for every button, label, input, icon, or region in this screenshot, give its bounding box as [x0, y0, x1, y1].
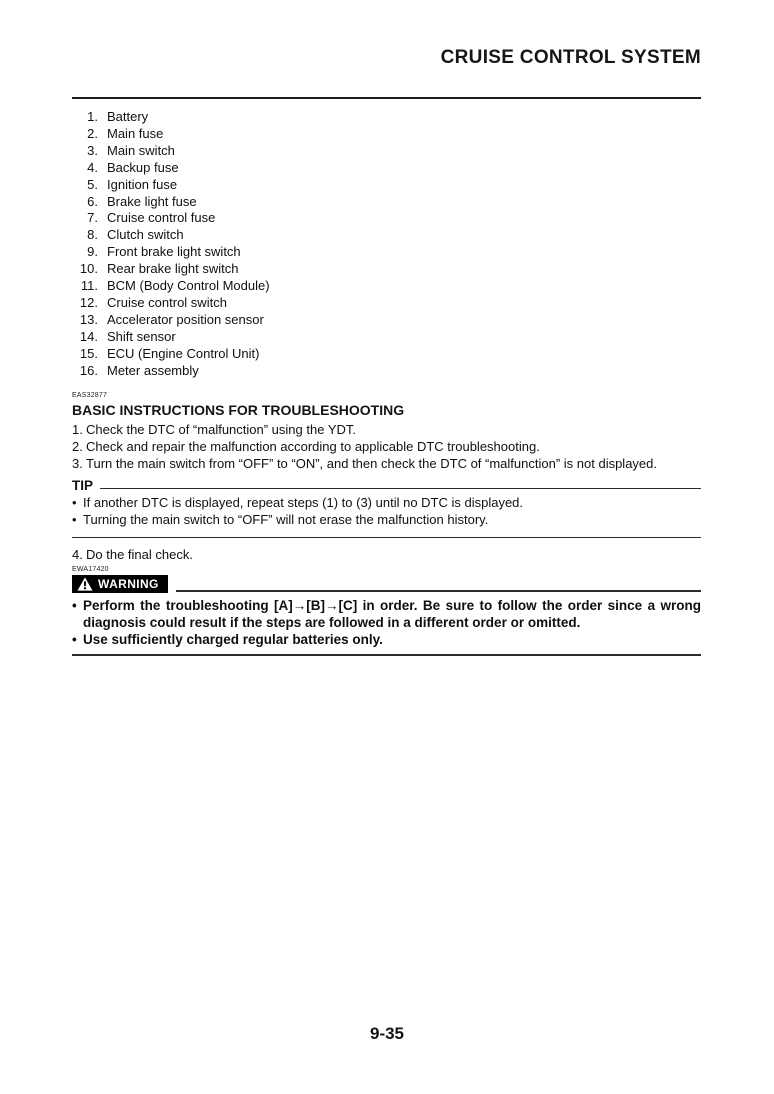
- parts-item-label: Meter assembly: [107, 362, 199, 378]
- parts-list-item: [72, 194, 701, 211]
- warning-label: WARNING: [98, 577, 159, 591]
- parts-item-label: BCM (Body Control Module): [107, 278, 270, 294]
- tip-rule: [100, 488, 701, 489]
- parts-item-number: 10.: [79, 261, 98, 277]
- step-text: Do the final check.: [86, 547, 193, 562]
- warning-bullets: [72, 597, 701, 648]
- tip-bullet-text: If another DTC is displayed, repeat steps (1) to (3) until no DTC is displayed.: [83, 494, 524, 510]
- parts-item-number: 14.: [79, 328, 98, 344]
- parts-list-item: [72, 177, 701, 194]
- step-text: Turn the main switch from “OFF” to “ON”, and then check the DTC of “malfunction” is not displayed.: [86, 455, 657, 471]
- parts-item-label: Backup fuse: [107, 159, 179, 175]
- parts-list-item: [72, 261, 701, 278]
- parts-item-number: 9.: [87, 244, 98, 260]
- step-number: 4.: [72, 547, 83, 562]
- parts-item-label: Main switch: [107, 142, 175, 158]
- parts-item-label: Accelerator position sensor: [107, 311, 264, 327]
- parts-item-number: 7.: [87, 210, 98, 226]
- warning-rule: [176, 590, 701, 592]
- parts-list-item: [72, 160, 701, 177]
- parts-list-item: [72, 295, 701, 312]
- bullet-icon: •: [72, 511, 77, 527]
- parts-list: [72, 109, 701, 380]
- parts-item-number: 4.: [87, 159, 98, 175]
- warning-header: [72, 575, 701, 593]
- tip-bullets: [72, 494, 701, 528]
- parts-item-label: Front brake light switch: [107, 244, 241, 260]
- parts-item-label: Clutch switch: [107, 227, 184, 243]
- parts-item-number: 15.: [79, 345, 98, 361]
- step-item: [72, 546, 701, 563]
- parts-item-label: Shift sensor: [107, 328, 176, 344]
- parts-item-number: 3.: [87, 142, 98, 158]
- parts-item-label: Rear brake light switch: [107, 261, 239, 277]
- parts-list-item: [72, 126, 701, 143]
- parts-item-number: 5.: [87, 176, 98, 192]
- page-content: [72, 46, 701, 656]
- parts-item-number: 12.: [79, 294, 98, 310]
- parts-list-item: [72, 363, 701, 380]
- warning-bullet: [72, 597, 701, 631]
- parts-item-label: ECU (Engine Control Unit): [107, 345, 260, 361]
- step-text: Check and repair the malfunction according to applicable DTC troubleshooting.: [86, 438, 540, 454]
- warning-end-rule: [72, 654, 701, 656]
- parts-item-label: Cruise control fuse: [107, 210, 216, 226]
- parts-list-item: [72, 329, 701, 346]
- step-number: 1.: [72, 421, 83, 437]
- step-number: 2.: [72, 438, 83, 454]
- tip-bullet-text: Turning the main switch to “OFF” will not erase the malfunction history.: [83, 511, 489, 527]
- parts-item-number: 2.: [87, 125, 98, 141]
- tip-bullet: [72, 494, 701, 511]
- warning-triangle-icon: [77, 577, 93, 591]
- troubleshooting-steps: [72, 421, 701, 472]
- parts-list-item: [72, 312, 701, 329]
- parts-list-item: [72, 227, 701, 244]
- parts-list-item: [72, 278, 701, 295]
- parts-item-label: Ignition fuse: [107, 176, 178, 192]
- tip-label: TIP: [72, 477, 94, 493]
- warning-bullet-text: Use sufficiently charged regular batteries only.: [83, 632, 383, 647]
- parts-list-item: [72, 346, 701, 363]
- parts-item-number: 8.: [87, 227, 98, 243]
- step-text: Check the DTC of “malfunction” using the YDT.: [86, 421, 356, 437]
- step-number: 3.: [72, 455, 83, 471]
- parts-list-item: [72, 143, 701, 160]
- bullet-icon: •: [72, 494, 77, 510]
- step-item: [72, 455, 701, 472]
- parts-item-label: Main fuse: [107, 125, 164, 141]
- bullet-icon: •: [72, 632, 77, 647]
- parts-list-item: [72, 109, 701, 126]
- tip-header: [72, 477, 701, 493]
- parts-item-label: Cruise control switch: [107, 294, 227, 310]
- warning-bullet-text: Perform the troubleshooting [A]→[B]→[C] in order. Be sure to follow the order since a wrong diagnosis could result if the steps are followed in a different order or omitted.: [83, 598, 701, 630]
- section-heading: BASIC INSTRUCTIONS FOR TROUBLESHOOTING: [72, 401, 405, 418]
- step-item: [72, 421, 701, 438]
- parts-item-label: Battery: [107, 109, 149, 124]
- warning-badge: [72, 575, 168, 593]
- bullet-icon: •: [72, 598, 77, 613]
- final-step: [72, 546, 701, 563]
- warning-bullet: [72, 631, 701, 648]
- page-title: CRUISE CONTROL SYSTEM: [440, 47, 701, 68]
- header-rule: [72, 97, 701, 99]
- warning-ref-code: EWA17420: [72, 566, 109, 573]
- parts-item-number: 6.: [87, 193, 98, 209]
- section-ref-code: EAS32877: [72, 391, 108, 399]
- tip-bullet: [72, 511, 701, 528]
- tip-end-rule: [72, 537, 701, 539]
- page-number: 9-35: [369, 1024, 405, 1043]
- parts-item-label: Brake light fuse: [107, 193, 197, 209]
- step-item: [72, 438, 701, 455]
- parts-item-number: 11.: [80, 278, 98, 294]
- parts-item-number: 13.: [79, 311, 98, 327]
- parts-list-item: [72, 244, 701, 261]
- parts-item-number: 1.: [87, 109, 98, 124]
- parts-item-number: 16.: [79, 362, 98, 378]
- parts-list-item: [72, 210, 701, 227]
